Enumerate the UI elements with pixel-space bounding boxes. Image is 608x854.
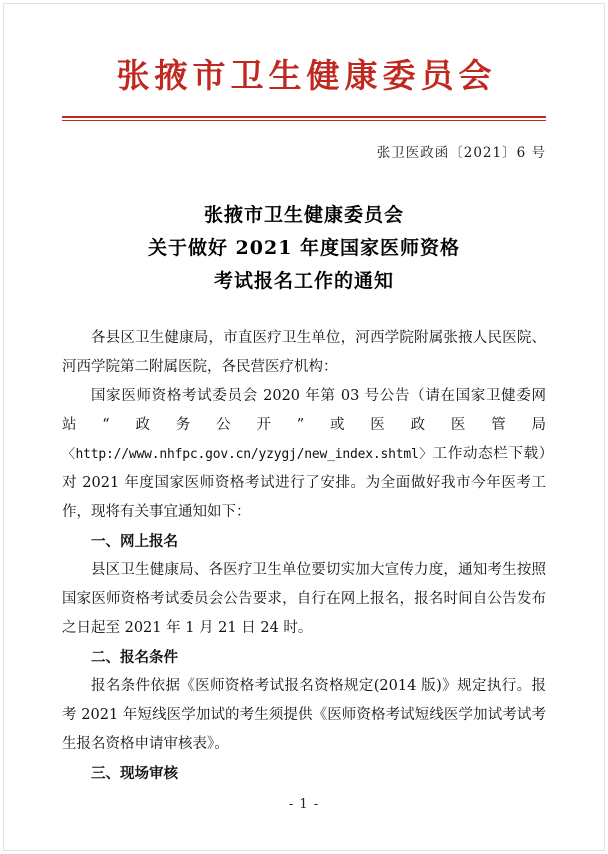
section-2-text: 报名条件依据《医师资格考试报名资格规定(2014 版)》规定执行。报考 2021 年短线医学加试的考生须提供《医师资格考试短线医学加试考试考生报名资格申请审核表》。 <box>62 678 546 753</box>
letterhead <box>62 0 546 121</box>
section-2-heading: 二、报名条件 <box>91 649 178 667</box>
announcement-paragraph <box>62 382 546 527</box>
letterhead-organization: 张掖市卫生健康委员会 <box>116 56 497 95</box>
document-body <box>62 324 546 788</box>
announcement-text-part-2: 工作动态栏下载）对 2021 年度国家医师资格考试进行了安排。为全面做好我市今年医考工作，现将有关事宜通知如下： <box>62 446 546 521</box>
section-3-heading: 三、现场审核 <box>91 765 178 783</box>
letterhead-rule-thick <box>62 116 546 118</box>
title-line-2: 关于做好 2021 年度国家医师资格 <box>147 236 461 259</box>
document-number: 张卫医政函〔2021〕6 号 <box>376 144 546 161</box>
section-1-text: 县区卫生健康局、各医疗卫生单位要切实加大宣传力度，通知考生按照国家医师资格考试委员会公告要求，自行在网上报名，报名时间自公告发布之日起至 2021 年 1 月 21 日 24 时。 <box>62 562 546 637</box>
announcement-url: 〈http://www.nhfpc.gov.cn/yzygj/new_index.shtml〉 <box>62 447 433 463</box>
document-title <box>62 199 546 299</box>
page-number: - 1 - <box>288 797 320 812</box>
title-line-1: 张掖市卫生健康委员会 <box>203 203 404 226</box>
letterhead-rule-thin <box>62 120 546 121</box>
recipients-paragraph: 各县区卫生健康局，市直医疗卫生单位，河西学院附属张掖人民医院、河西学院第二附属医院，各民营医疗机构： <box>62 330 546 376</box>
title-line-3: 考试报名工作的通知 <box>213 270 394 293</box>
announcement-text-part-1: 国家医师资格考试委员会 2020 年第 03 号公告（请在国家卫健委网站“政务公开”或医政医管局 <box>62 388 546 434</box>
section-1-heading: 一、网上报名 <box>91 533 178 551</box>
